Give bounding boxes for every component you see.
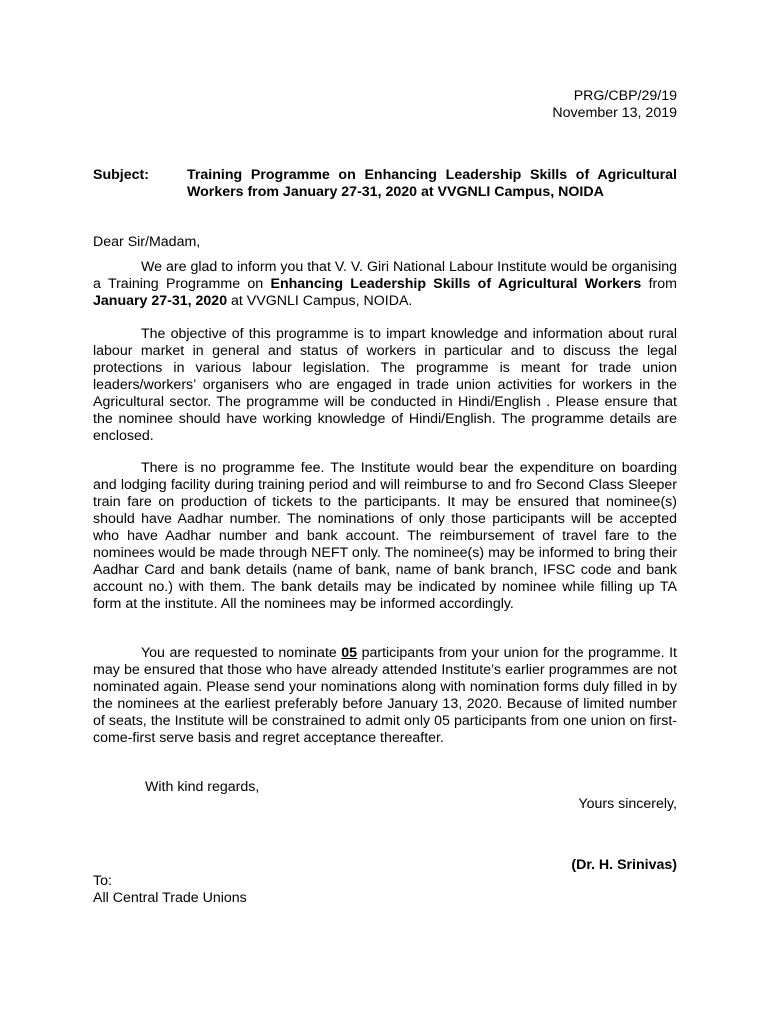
subject-label: Subject: xyxy=(93,167,149,183)
subject-text: Training Programme on Enhancing Leadership Skills of Agricultural Workers from January 27-31, 2020 at VVGNLI Campus, NOIDA xyxy=(187,167,677,200)
paragraph-nomination xyxy=(93,645,677,747)
closing: Yours sincerely, xyxy=(578,796,677,812)
intro-text-3: at VVGNLI Campus, NOIDA. xyxy=(227,293,413,309)
letter-date: November 13, 2019 xyxy=(552,105,677,121)
nomination-text-2: participants from your union for the programme. It may be ensured that those who have already attended Institute’s earlier programmes are not nominated again. Please send your nominations along with nomination forms duly filled in by the nominees at the earliest preferably before January 13, 2020. Because of limited number of seats, the Institute will be constrained to admit only 05 participants from one union on first-come-first serve basis and regret acceptance thereafter. xyxy=(93,645,677,746)
reference-number: PRG/CBP/29/19 xyxy=(573,88,677,104)
participant-count: 05 xyxy=(341,645,358,661)
paragraph-objective xyxy=(93,326,677,445)
regards: With kind regards, xyxy=(145,779,260,795)
signatory: (Dr. H. Srinivas) xyxy=(571,857,677,873)
salutation: Dear Sir/Madam, xyxy=(93,234,201,250)
objective-text: The objective of this programme is to impart knowledge and information about rural labour market in general and status of workers in particular and to discuss the legal protections in various labour legislation. The programme is meant for trade union leaders/workers’ organisers who are engaged in trade union activities for workers in the Agricultural sector. The programme will be conducted in Hindi/English . Please ensure that the nominee should have working knowledge of Hindi/English. The programme details are enclosed. xyxy=(93,326,677,444)
paragraph-fees xyxy=(93,460,677,613)
programme-dates: January 27-31, 2020 xyxy=(93,293,228,309)
nomination-text-1: You are requested to nominate xyxy=(141,645,342,661)
paragraph-intro xyxy=(93,259,677,310)
to-label: To: xyxy=(93,873,112,889)
to-address: All Central Trade Unions xyxy=(93,890,247,906)
fees-text: There is no programme fee. The Institute would bear the expenditure on boarding and lodging facility during training period and will reimburse to and fro Second Class Sleeper train fare on production of tickets to the participants. It may be ensured that nominee(s) should have Aadhar number. The nominations of only those participants will be accepted who have Aadhar number and bank account. The reimbursement of travel fare to the nominees would be made through NEFT only. The nominee(s) may be informed to bring their Aadhar Card and bank details (name of bank, name of bank branch, IFSC code and bank account no.) with them. The bank details may be indicated by nominee while filling up TA form at the institute. All the nominees may be informed accordingly. xyxy=(93,460,677,612)
reference-block xyxy=(552,88,677,122)
intro-text-2: from xyxy=(641,276,677,292)
programme-title: Enhancing Leadership Skills of Agricultural Workers xyxy=(270,276,642,292)
intro-text-1: We are glad to inform you that V. V. Giri National Labour Institute would be organising a Training Programme on xyxy=(93,259,677,292)
